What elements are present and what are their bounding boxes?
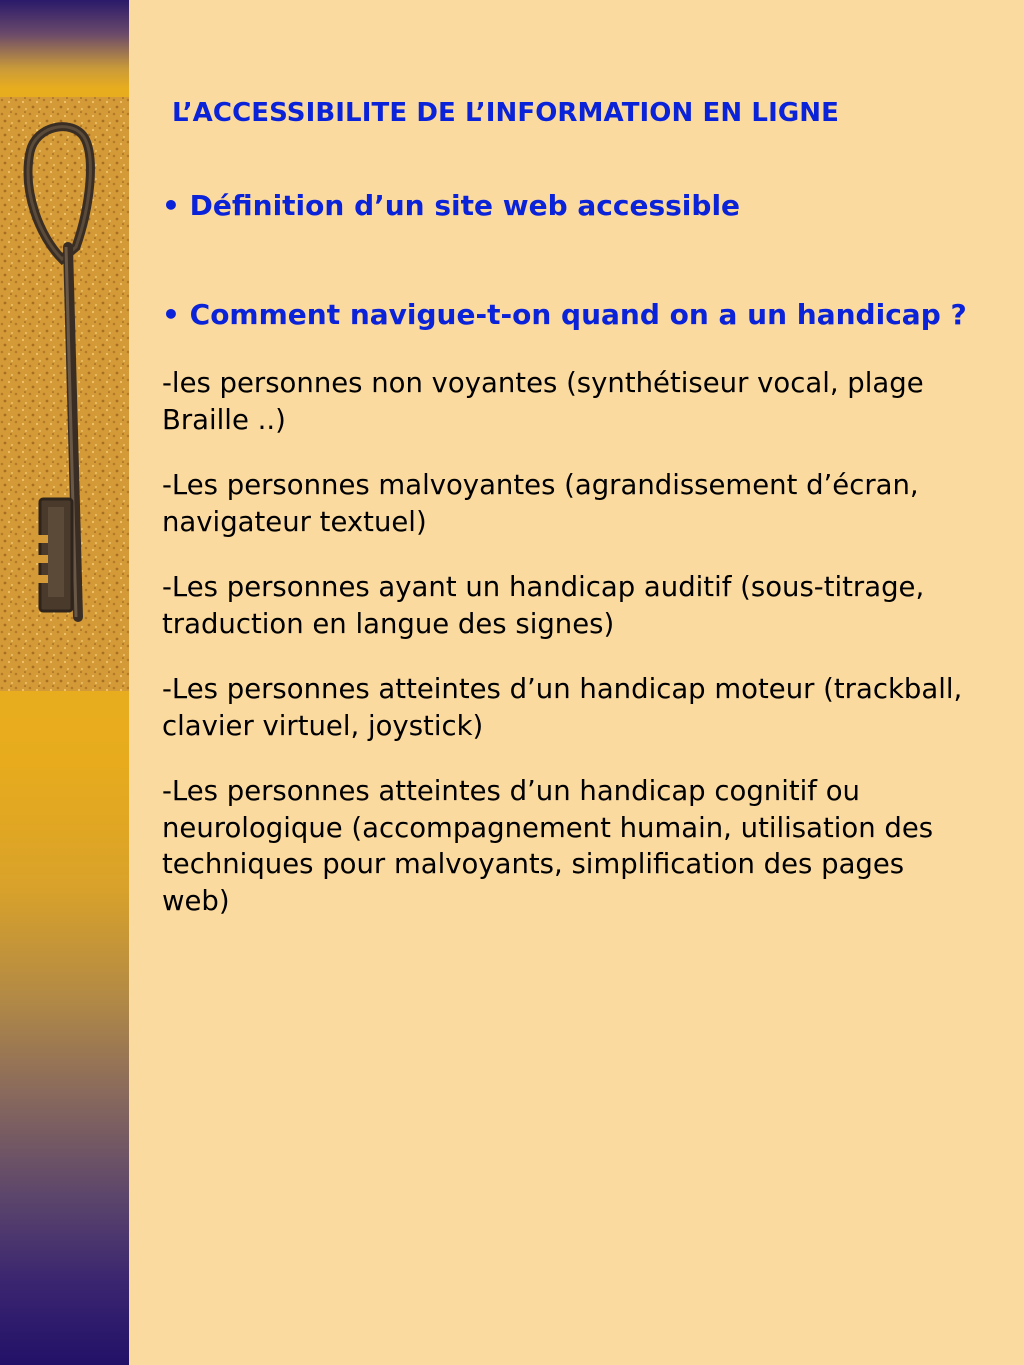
- list-item: -Les personnes ayant un handicap auditif (sous-titrage, traduction en langue des signes): [162, 571, 925, 640]
- bullet-heading-navigation: • Comment navigue-t-on quand on a un handicap ?: [162, 298, 967, 331]
- slide-title: L’ACCESSIBILITE DE L’INFORMATION EN LIGNE: [172, 98, 839, 128]
- handicap-list: [162, 365, 972, 948]
- bullet-heading-definition: • Définition d’un site web accessible: [162, 189, 741, 222]
- list-item: -Les personnes atteintes d’un handicap cognitif ou neurologique (accompagnement humain, utilisation des techniques pour malvoyants, simplification des pages web): [162, 775, 934, 917]
- list-item: -les personnes non voyantes (synthétiseur vocal, plage Braille ..): [162, 367, 924, 436]
- key-image: [0, 97, 129, 691]
- list-item: -Les personnes atteintes d’un handicap moteur (trackball, clavier virtuel, joystick): [162, 673, 963, 742]
- list-item: -Les personnes malvoyantes (agrandissement d’écran, navigateur textuel): [162, 469, 919, 538]
